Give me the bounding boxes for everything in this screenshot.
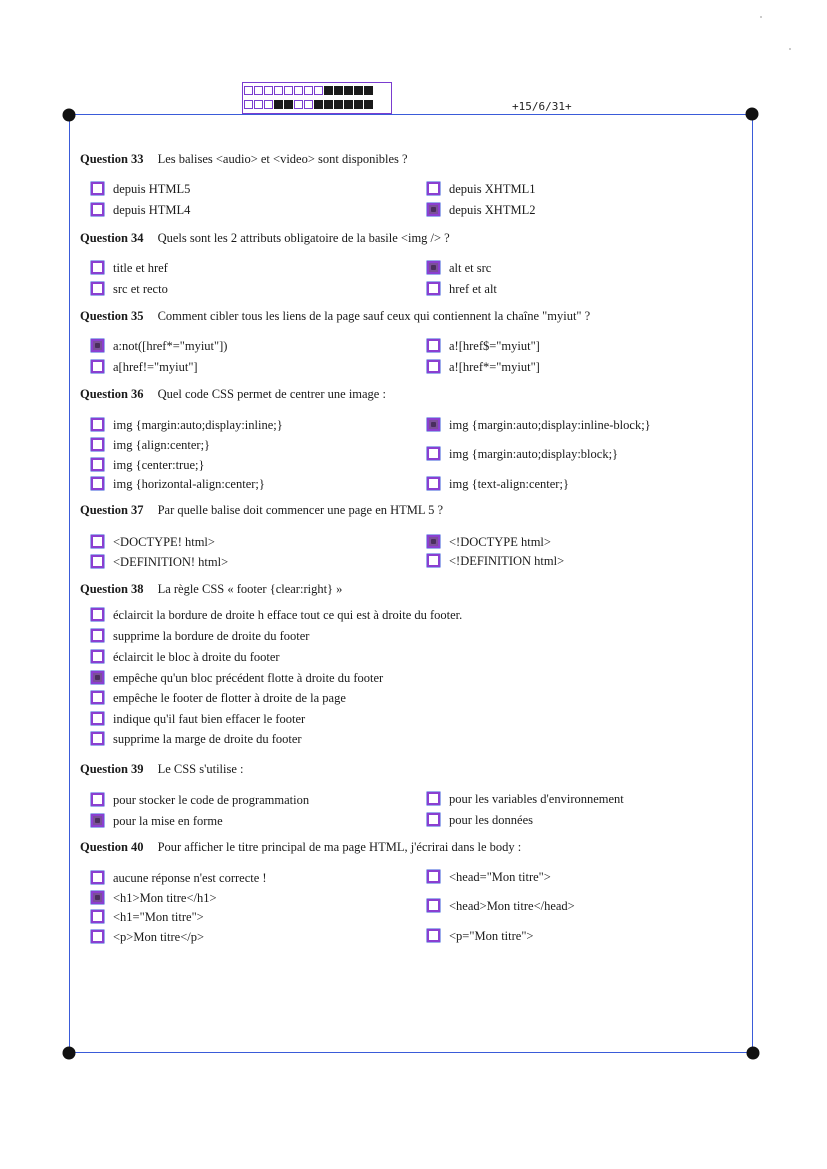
question-text: Le CSS s'utilise :	[157, 762, 244, 776]
checkbox[interactable]	[91, 477, 104, 490]
checkbox[interactable]	[91, 712, 104, 725]
question-text: Quel code CSS permet de centrer une image :	[157, 387, 386, 401]
answer-label: <h1="Mon titre">	[113, 910, 204, 924]
question-number: Question 35	[80, 309, 144, 323]
code-cell	[324, 86, 333, 95]
code-cell	[364, 100, 373, 109]
code-cell	[274, 86, 283, 95]
checkbox[interactable]	[91, 458, 104, 471]
answer-label: img {horizontal-align:center;}	[113, 477, 265, 491]
checkbox-checked[interactable]	[91, 891, 104, 904]
question-number: Question 37	[80, 503, 144, 517]
question-37	[80, 503, 443, 518]
checkbox[interactable]	[427, 339, 440, 352]
answer-label: <h1>Mon titre</h1>	[113, 891, 217, 905]
question-number: Question 36	[80, 387, 144, 401]
code-cell	[264, 86, 273, 95]
checkbox[interactable]	[427, 813, 440, 826]
code-cell	[314, 100, 323, 109]
answer-label: a![href*="myiut"]	[449, 360, 540, 374]
answer-label: pour stocker le code de programmation	[113, 793, 310, 807]
checkbox[interactable]	[91, 793, 104, 806]
checkbox[interactable]	[91, 930, 104, 943]
answer-label: depuis XHTML2	[449, 203, 536, 217]
checkbox[interactable]	[91, 871, 104, 884]
answer-label: depuis HTML5	[113, 182, 191, 196]
checkbox[interactable]	[91, 608, 104, 621]
answer-label: empêche le footer de flotter à droite de la page	[113, 691, 346, 705]
answer-label: supprime la marge de droite du footer	[113, 732, 302, 746]
scan-speck	[789, 48, 791, 50]
answer-label: href et alt	[449, 282, 497, 296]
answer-label: pour les données	[449, 813, 534, 827]
checkbox[interactable]	[91, 910, 104, 923]
answer-label: title et href	[113, 261, 168, 275]
answer-label: img {align:center;}	[113, 438, 211, 452]
answer-label: a:not([href*="myiut"])	[113, 339, 228, 353]
checkbox[interactable]	[91, 418, 104, 431]
answer-label: pour les variables d'environnement	[449, 792, 624, 806]
checkbox[interactable]	[91, 261, 104, 274]
answer-label: <p>Mon titre</p>	[113, 930, 205, 944]
answer-label: img {text-align:center;}	[449, 477, 569, 491]
checkbox[interactable]	[91, 438, 104, 451]
question-text: Comment cibler tous les liens de la page sauf ceux qui contiennent la chaîne "myiut" ?	[157, 309, 591, 323]
question-34	[80, 231, 450, 246]
code-cell	[354, 86, 363, 95]
checkbox-checked[interactable]	[91, 339, 104, 352]
binary-code-row	[244, 100, 374, 111]
question-33	[80, 152, 408, 167]
code-cell	[294, 100, 303, 109]
answer-label: <p="Mon titre">	[449, 929, 534, 943]
checkbox[interactable]	[91, 282, 104, 295]
checkbox[interactable]	[427, 929, 440, 942]
question-number: Question 38	[80, 582, 144, 596]
corner-mark-bottom-right	[747, 1047, 760, 1060]
checkbox-checked[interactable]	[91, 671, 104, 684]
question-38	[80, 582, 342, 597]
checkbox[interactable]	[91, 535, 104, 548]
question-39	[80, 762, 244, 777]
question-35	[80, 309, 590, 324]
answer-label: src et recto	[113, 282, 168, 296]
code-cell	[304, 86, 313, 95]
question-text: Pour afficher le titre principal de ma page HTML, j'écrirai dans le body :	[157, 840, 522, 854]
question-text: Quels sont les 2 attributs obligatoire de la basile <img /> ?	[157, 231, 450, 245]
code-cell	[314, 86, 323, 95]
checkbox[interactable]	[91, 360, 104, 373]
answer-label: <DEFINITION! html>	[113, 555, 229, 569]
answer-label: empêche qu'un bloc précédent flotte à droite du footer	[113, 671, 384, 685]
answer-label: éclaircit le bloc à droite du footer	[113, 650, 280, 664]
corner-mark-top-right	[746, 108, 759, 121]
checkbox-checked[interactable]	[91, 814, 104, 827]
answer-label: supprime la bordure de droite du footer	[113, 629, 310, 643]
corner-mark-bottom-left	[63, 1047, 76, 1060]
question-text: La règle CSS « footer {clear:right} »	[157, 582, 343, 596]
question-number: Question 34	[80, 231, 144, 245]
question-text: Par quelle balise doit commencer une page en HTML 5 ?	[157, 503, 444, 517]
checkbox[interactable]	[91, 732, 104, 745]
checkbox-checked[interactable]	[427, 535, 440, 548]
code-cell	[364, 86, 373, 95]
answer-label: indique qu'il faut bien effacer le footer	[113, 712, 306, 726]
answer-label: img {margin:auto;display:inline;}	[113, 418, 283, 432]
answer-label: <head="Mon titre">	[449, 870, 551, 884]
code-cell	[324, 100, 333, 109]
question-40	[80, 840, 521, 855]
checkbox-checked[interactable]	[427, 261, 440, 274]
checkbox[interactable]	[91, 182, 104, 195]
code-cell	[284, 86, 293, 95]
checkbox[interactable]	[427, 792, 440, 805]
checkbox[interactable]	[91, 555, 104, 568]
code-cell	[344, 86, 353, 95]
answer-label: éclaircit la bordure de droite h efface tout ce qui est à droite du footer.	[113, 608, 463, 622]
scan-speck	[760, 16, 762, 18]
code-cell	[284, 100, 293, 109]
checkbox[interactable]	[91, 691, 104, 704]
answer-label: <head>Mon titre</head>	[449, 899, 575, 913]
checkbox-checked[interactable]	[427, 203, 440, 216]
checkbox[interactable]	[427, 899, 440, 912]
answer-label: a![href$="myiut"]	[449, 339, 540, 353]
checkbox[interactable]	[427, 554, 440, 567]
binary-code-row	[244, 86, 374, 97]
checkbox-checked[interactable]	[427, 418, 440, 431]
question-number: Question 40	[80, 840, 144, 854]
code-cell	[334, 86, 343, 95]
checkbox[interactable]	[427, 477, 440, 490]
code-cell	[274, 100, 283, 109]
code-cell	[244, 100, 253, 109]
answer-label: aucune réponse n'est correcte !	[113, 871, 267, 885]
answer-label: img {margin:auto;display:block;}	[449, 447, 619, 461]
answer-label: pour la mise en forme	[113, 814, 223, 828]
checkbox[interactable]	[427, 182, 440, 195]
answer-label: img {margin:auto;display:inline-block;}	[449, 418, 651, 432]
code-cell	[254, 86, 263, 95]
answer-label: depuis HTML4	[113, 203, 191, 217]
code-cell	[304, 100, 313, 109]
code-cell	[264, 100, 273, 109]
checkbox[interactable]	[427, 447, 440, 460]
code-cell	[254, 100, 263, 109]
code-cell	[354, 100, 363, 109]
corner-mark-top-left	[63, 109, 76, 122]
checkbox[interactable]	[91, 203, 104, 216]
checkbox[interactable]	[427, 870, 440, 883]
answer-label: a[href!="myiut"]	[113, 360, 198, 374]
code-cell	[334, 100, 343, 109]
answer-label: <!DOCTYPE html>	[449, 535, 551, 549]
answer-label: depuis XHTML1	[449, 182, 536, 196]
answer-label: alt et src	[449, 261, 492, 275]
question-text: Les balises <audio> et <video> sont disponibles ?	[157, 152, 408, 166]
page-code: +15/6/31+	[512, 100, 572, 113]
checkbox[interactable]	[91, 650, 104, 663]
checkbox[interactable]	[427, 360, 440, 373]
checkbox[interactable]	[91, 629, 104, 642]
code-cell	[344, 100, 353, 109]
checkbox[interactable]	[427, 282, 440, 295]
question-number: Question 33	[80, 152, 144, 166]
answer-label: img {center:true;}	[113, 458, 205, 472]
code-cell	[244, 86, 253, 95]
answer-label: <DOCTYPE! html>	[113, 535, 215, 549]
question-number: Question 39	[80, 762, 144, 776]
answer-label: <!DEFINITION html>	[449, 554, 565, 568]
code-cell	[294, 86, 303, 95]
question-36	[80, 387, 386, 402]
